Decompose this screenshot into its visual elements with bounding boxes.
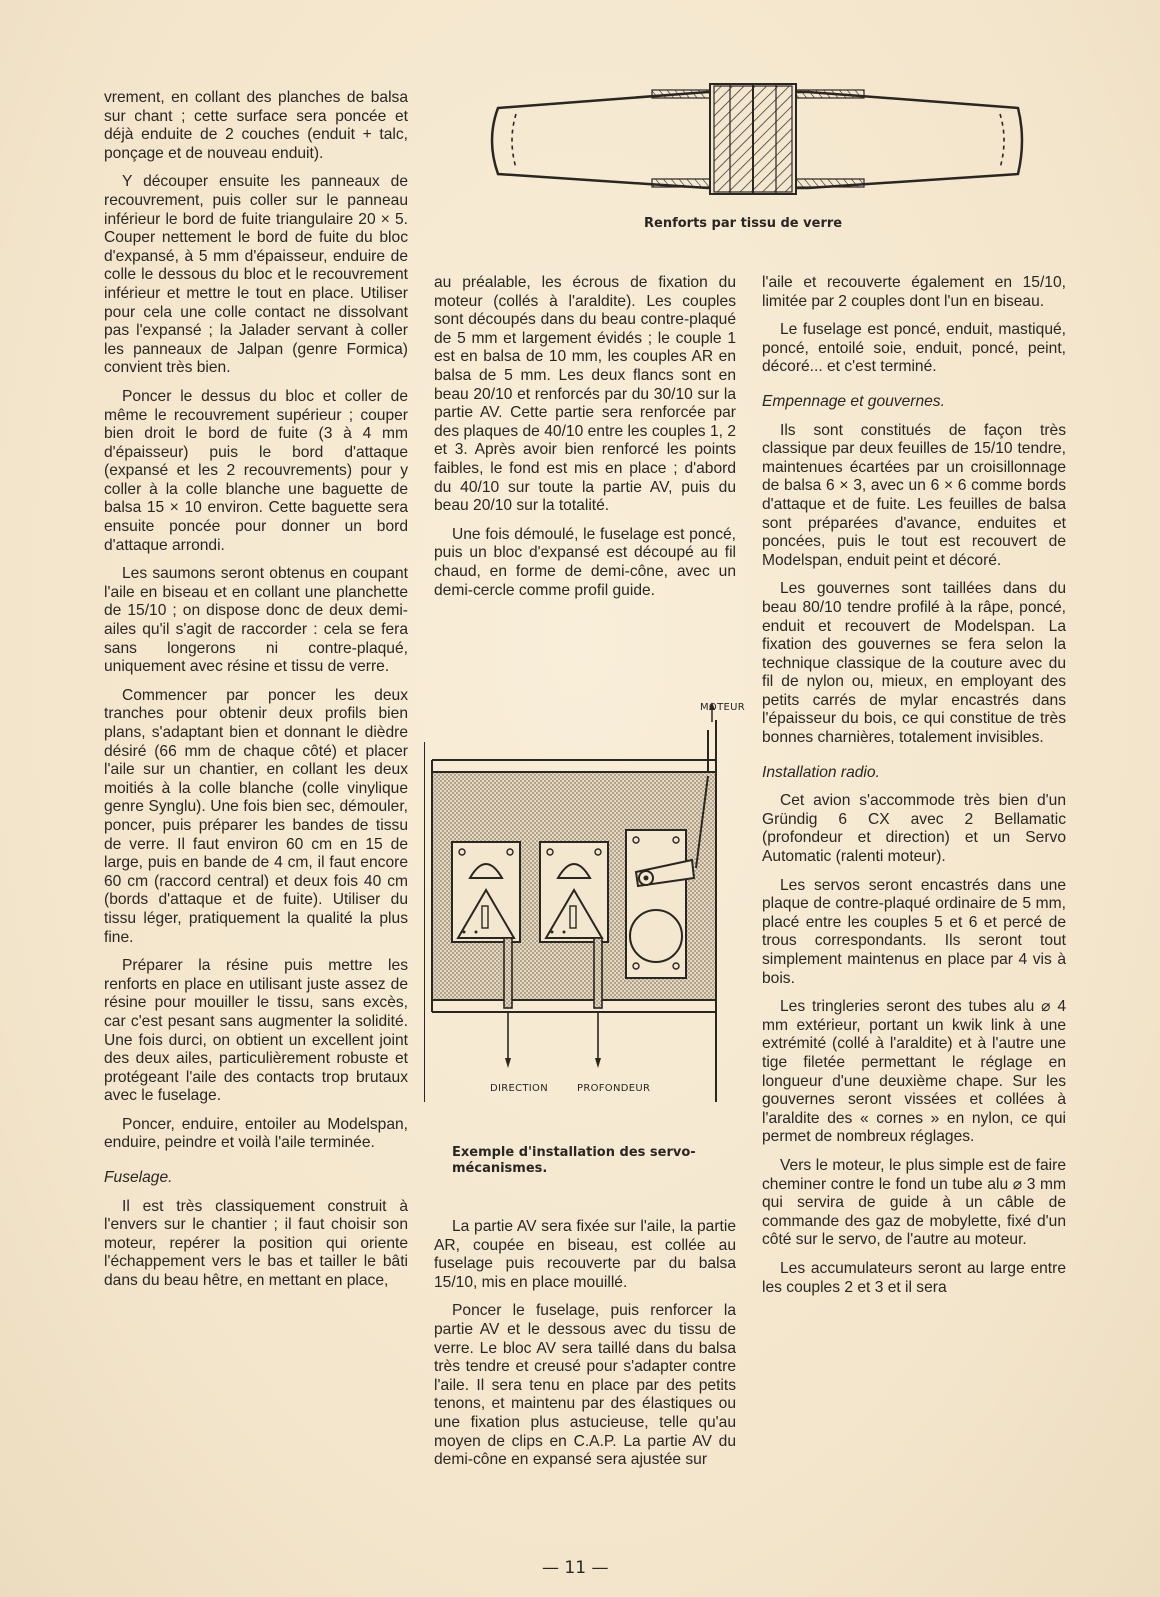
wing-reinforcement-diagram bbox=[478, 80, 1038, 198]
paragraph: Les servos seront encastrés dans une plaque de contre-plaqué ordinaire de 5 mm, placé entre les couples 5 et 6 et percé de trous correspondants. Ils seront tout simplement maintenus en place par 4 vis à bois. bbox=[762, 876, 1066, 987]
text-column-2-bottom bbox=[434, 1218, 736, 1480]
paragraph: Poncer, enduire, entoiler au Modelspan, enduire, peindre et voilà l'aile terminée. bbox=[104, 1115, 408, 1152]
paragraph: Ils sont constitués de façon très classique par deux feuilles de 15/10 tendre, maintenues écartées par un croisillonnage de balsa 6 × 3, avec un 6 × 6 comme bords d'attaque et de fuite. Les feuilles de balsa sont préparées d'avance, enduites et poncées, puis le tout est recouvert de Modelspan, enduit peint et décoré. bbox=[762, 421, 1066, 569]
servo-diagram-caption: Exemple d'installation des servo-mécanismes. bbox=[452, 1145, 696, 1176]
paragraph: Vers le moteur, le plus simple est de faire cheminer contre le fond un tube alu ⌀ 3 mm qui servira de guide à un câble de commande des gaz de mobylette, fixé d'un côté sur le servo, de l'autre au moteur. bbox=[762, 1156, 1066, 1249]
section-heading-fuselage: Fuselage. bbox=[104, 1169, 173, 1187]
pushrod-profondeur bbox=[594, 938, 602, 1068]
paragraph: vrement, en collant des planches de balsa sur chant ; cette surface sera poncée et déjà enduite de 2 couches (enduit + talc, ponçage et de nouveau enduit). bbox=[104, 89, 408, 162]
paragraph: Cet avion s'accommode très bien d'un Gründig 6 CX avec 2 Bellamatic (profondeur et direction) et un Servo Automatic (ralenti moteur). bbox=[762, 792, 1066, 866]
label-direction: DIRECTION bbox=[490, 1083, 549, 1094]
paragraph: Les saumons seront obtenus en coupant l'aile en biseau et en collant une planchette de 15/10 ; on dispose donc de deux demi-ailes qu'il s'agit de raccorder : cela se fera sans longerons ni contre-plaqué, uniquement avec résine et tissu de verre. bbox=[104, 565, 408, 676]
text-column-3 bbox=[762, 274, 1066, 1307]
paragraph: Préparer la résine puis mettre les renforts en place en utilisant juste assez de résine pour mouiller le tissu, sans excès, car c'est pesant sans augmenter la solidité. Une fois durci, on obtient un excellent joint des deux ailes, particulièrement robuste et protégeant l'aile des contacts trop brutaux avec le fuselage. bbox=[104, 957, 408, 1105]
page-number: — 11 — bbox=[542, 1558, 609, 1578]
paragraph: Y découper ensuite les panneaux de recouvrement, puis coller sur le panneau inférieur le bord de fuite triangulaire 20 × 5. Couper nettement le bord de fuite du bloc d'expansé, à 5 mm d'épaisseur, enduire de colle le dessous du bloc et le recouvrement inférieur et mettre le tout en place. Utiliser pour cela une colle contact ne dissolvant pas l'expansé ; la Jalader servant à coller les panneaux de Jalpan (genre Formica) convient très bien. bbox=[104, 173, 408, 377]
servo-direction bbox=[452, 842, 520, 942]
section-heading-empennage: Empennage et gouvernes. bbox=[762, 392, 945, 410]
paragraph: Une fois démoulé, le fuselage est poncé, puis un bloc d'expansé est découpé au fil chaud, en forme de demi-cône, avec un demi-cercle comme profil guide. bbox=[434, 525, 736, 599]
paragraph: Les accumulateurs seront au large entre les couples 2 et 3 et il sera bbox=[762, 1259, 1066, 1296]
servo-installation-diagram bbox=[424, 700, 744, 1102]
text-column-1 bbox=[104, 89, 408, 1301]
paragraph: Commencer par poncer les deux tranches pour obtenir deux profils bien plans, s'adaptant bien et donnant le dièdre désiré (66 mm de chaque côté) et placer l'aile sur un chantier, en collant les deux moitiés à la colle blanche (colle vinylique genre Synglu). Une fois bien sec, démouler, poncer, puis préparer les bandes de tissu de verre. Il faut environ 60 cm en 15 de large, puis en bande de 4 cm, il faut encore 60 cm (raccord central) et deux fois 40 cm (bords d'attaque et de fuite). Utiliser du tissu léger, pratiquement la qualité la plus fine. bbox=[104, 686, 408, 946]
paragraph: Poncer le dessus du bloc et coller de même le recouvrement supérieur ; couper bien droit le bord de fuite (3 à 4 mm d'épaisseur) puis le bord d'attaque (expansé et les 2 recouvrements) pour y coller à la colle blanche une baguette de balsa 15 × 10 environ. Cette baguette sera ensuite poncée pour donner un bord d'attaque arrondi. bbox=[104, 387, 408, 554]
paragraph: au préalable, les écrous de fixation du moteur (collés à l'araldite). Les couples sont découpés dans du beau contre-plaqué de 5 mm et largement évidés ; le couple 1 est en balsa de 10 mm, les couples AR en balsa de 5 mm. Les deux flancs sont en beau 20/10 et renforcés par du 30/10 sur la partie AV. Cette partie sera renforcée par des plaques de 40/10 entre les couples 1, 2 et 3. Après avoir bien renforcé les points faibles, le fond est mis en place ; d'abord du 40/10 sur toute la partie AV, puis du beau 20/10 sur la totalité. bbox=[434, 274, 736, 515]
label-moteur: MOTEUR bbox=[700, 702, 745, 713]
paragraph: La partie AV sera fixée sur l'aile, la partie AR, coupée en biseau, est collée au fuselage puis recouverte par du balsa 15/10, mis en place mouillé. bbox=[434, 1218, 736, 1291]
servo-moteur bbox=[626, 830, 694, 978]
label-profondeur: PROFONDEUR bbox=[577, 1083, 651, 1094]
servo-profondeur bbox=[540, 842, 608, 942]
paragraph: Poncer le fuselage, puis renforcer la partie AV et le dessous avec du tissu de verre. Le bloc AV sera taillé dans du balsa très tendre et creusé pour s'adapter contre l'aile. Il sera tenu en place par des petits tenons, et maintenu par des élastiques ou une fixation plus astucieuse, telle qu'au moyen de clips en C.A.P. La partie AV du demi-cône en expansé sera ajustée sur bbox=[434, 1302, 736, 1469]
text-column-2 bbox=[434, 274, 736, 610]
section-heading-installation-radio: Installation radio. bbox=[762, 763, 880, 781]
pushrod-direction bbox=[504, 938, 512, 1068]
paragraph: Les gouvernes sont taillées dans du beau 80/10 tendre profilé à la râpe, poncé, enduit et recouvert de Modelspan. La fixation des gouvernes se fera selon la technique classique de la couture avec du fil de nylon ou, mieux, en employant des petits carrés de mylar encastrés dans l'épaisseur du bois, ce qui constitue de très bonnes charnières, totalement invisibles. bbox=[762, 580, 1066, 747]
paragraph: l'aile et recouverte également en 15/10, limitée par 2 couples dont l'un en biseau. bbox=[762, 274, 1066, 310]
paragraph: Le fuselage est poncé, enduit, mastiqué, poncé, entoilé soie, enduit, poncé, peint, décoré... et c'est terminé. bbox=[762, 321, 1066, 376]
paragraph: Les tringleries seront des tubes alu ⌀ 4 mm extérieur, portant un kwik link à une extrémité (collé à l'araldite) et à l'autre une tige filetée permettant le réglage en longueur d'une deuxième chape. Sur les gouvernes seront vissées et collées à l'araldite des « cornes » en nylon, ce qui permet de nombreux réglages. bbox=[762, 998, 1066, 1146]
wing-diagram-caption: Renforts par tissu de verre bbox=[644, 216, 843, 231]
paragraph: Il est très classiquement construit à l'envers sur le chantier ; il faut choisir son moteur, repérer la position qui oriente l'échappement vers le bas et tailler le bâti dans du beau hêtre, en mettant en place, bbox=[104, 1197, 408, 1290]
